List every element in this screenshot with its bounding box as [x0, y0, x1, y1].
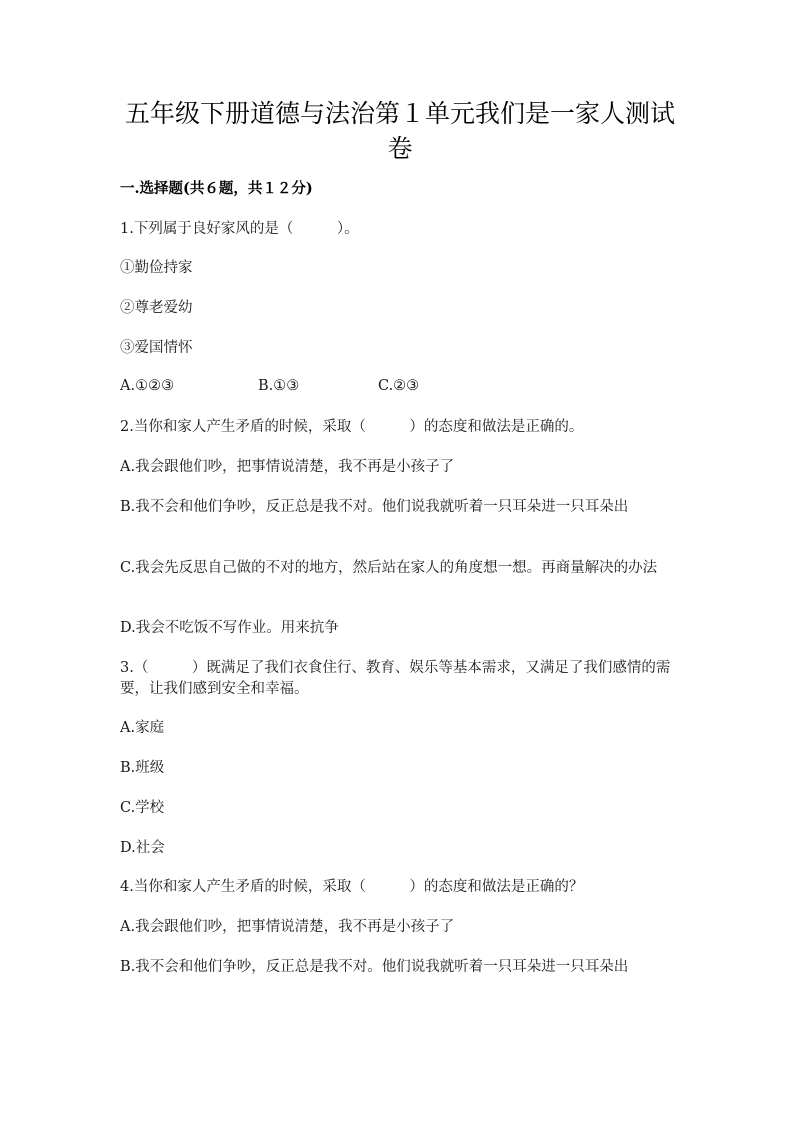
- question-3-option-c: C.学校: [120, 800, 165, 816]
- question-1-option-b: B.①③: [258, 378, 300, 394]
- question-2-option-d: D.我会不吃饭不写作业。用来抗争: [120, 620, 339, 636]
- question-3-stem: 3.（ ）既满足了我们衣食住行、教育、娱乐等基本需求，又满足了我们感情的需要，让我们感到安全和幸福。: [120, 660, 671, 697]
- question-1-option-a: A.①②③: [120, 378, 175, 394]
- question-1-item-1: ①勤俭持家: [120, 260, 193, 276]
- question-1-options: [120, 376, 680, 398]
- question-1-stem: 1.下列属于良好家风的是（ ）。: [120, 221, 359, 237]
- question-2-option-a: A.我会跟他们吵，把事情说清楚，我不再是小孩子了: [120, 459, 455, 475]
- page-title: 五年级下册道德与法治第１单元我们是一家人测试卷: [124, 99, 675, 163]
- question-2-option-b: B.我不会和他们争吵，反正总是我不对。他们说我就听着一只耳朵进一只耳朵出: [120, 499, 629, 515]
- question-4-stem: 4.当你和家人产生矛盾的时候，采取（ ）的态度和做法是正确的？: [120, 879, 584, 895]
- question-1-item-2: ②尊老爱幼: [120, 300, 193, 316]
- question-1-item-3: ③爱国情怀: [120, 340, 193, 356]
- section-heading: 一.选择题(共６题，共１２分): [120, 180, 313, 197]
- question-2-option-c: C.我会先反思自己做的不对的地方，然后站在家人的角度想一想。再商量解决的办法: [120, 560, 658, 576]
- question-3-option-a: A.家庭: [120, 720, 165, 736]
- question-4-option-b: B.我不会和他们争吵，反正总是我不对。他们说我就听着一只耳朵进一只耳朵出: [120, 959, 629, 975]
- question-2-stem: 2.当你和家人产生矛盾的时候，采取（ ）的态度和做法是正确的。: [120, 419, 584, 435]
- question-1-option-c: C.②③: [378, 378, 420, 394]
- question-3-option-b: B.班级: [120, 760, 165, 776]
- question-4-option-a: A.我会跟他们吵，把事情说清楚，我不再是小孩子了: [120, 919, 455, 935]
- question-3-option-d: D.社会: [120, 840, 165, 856]
